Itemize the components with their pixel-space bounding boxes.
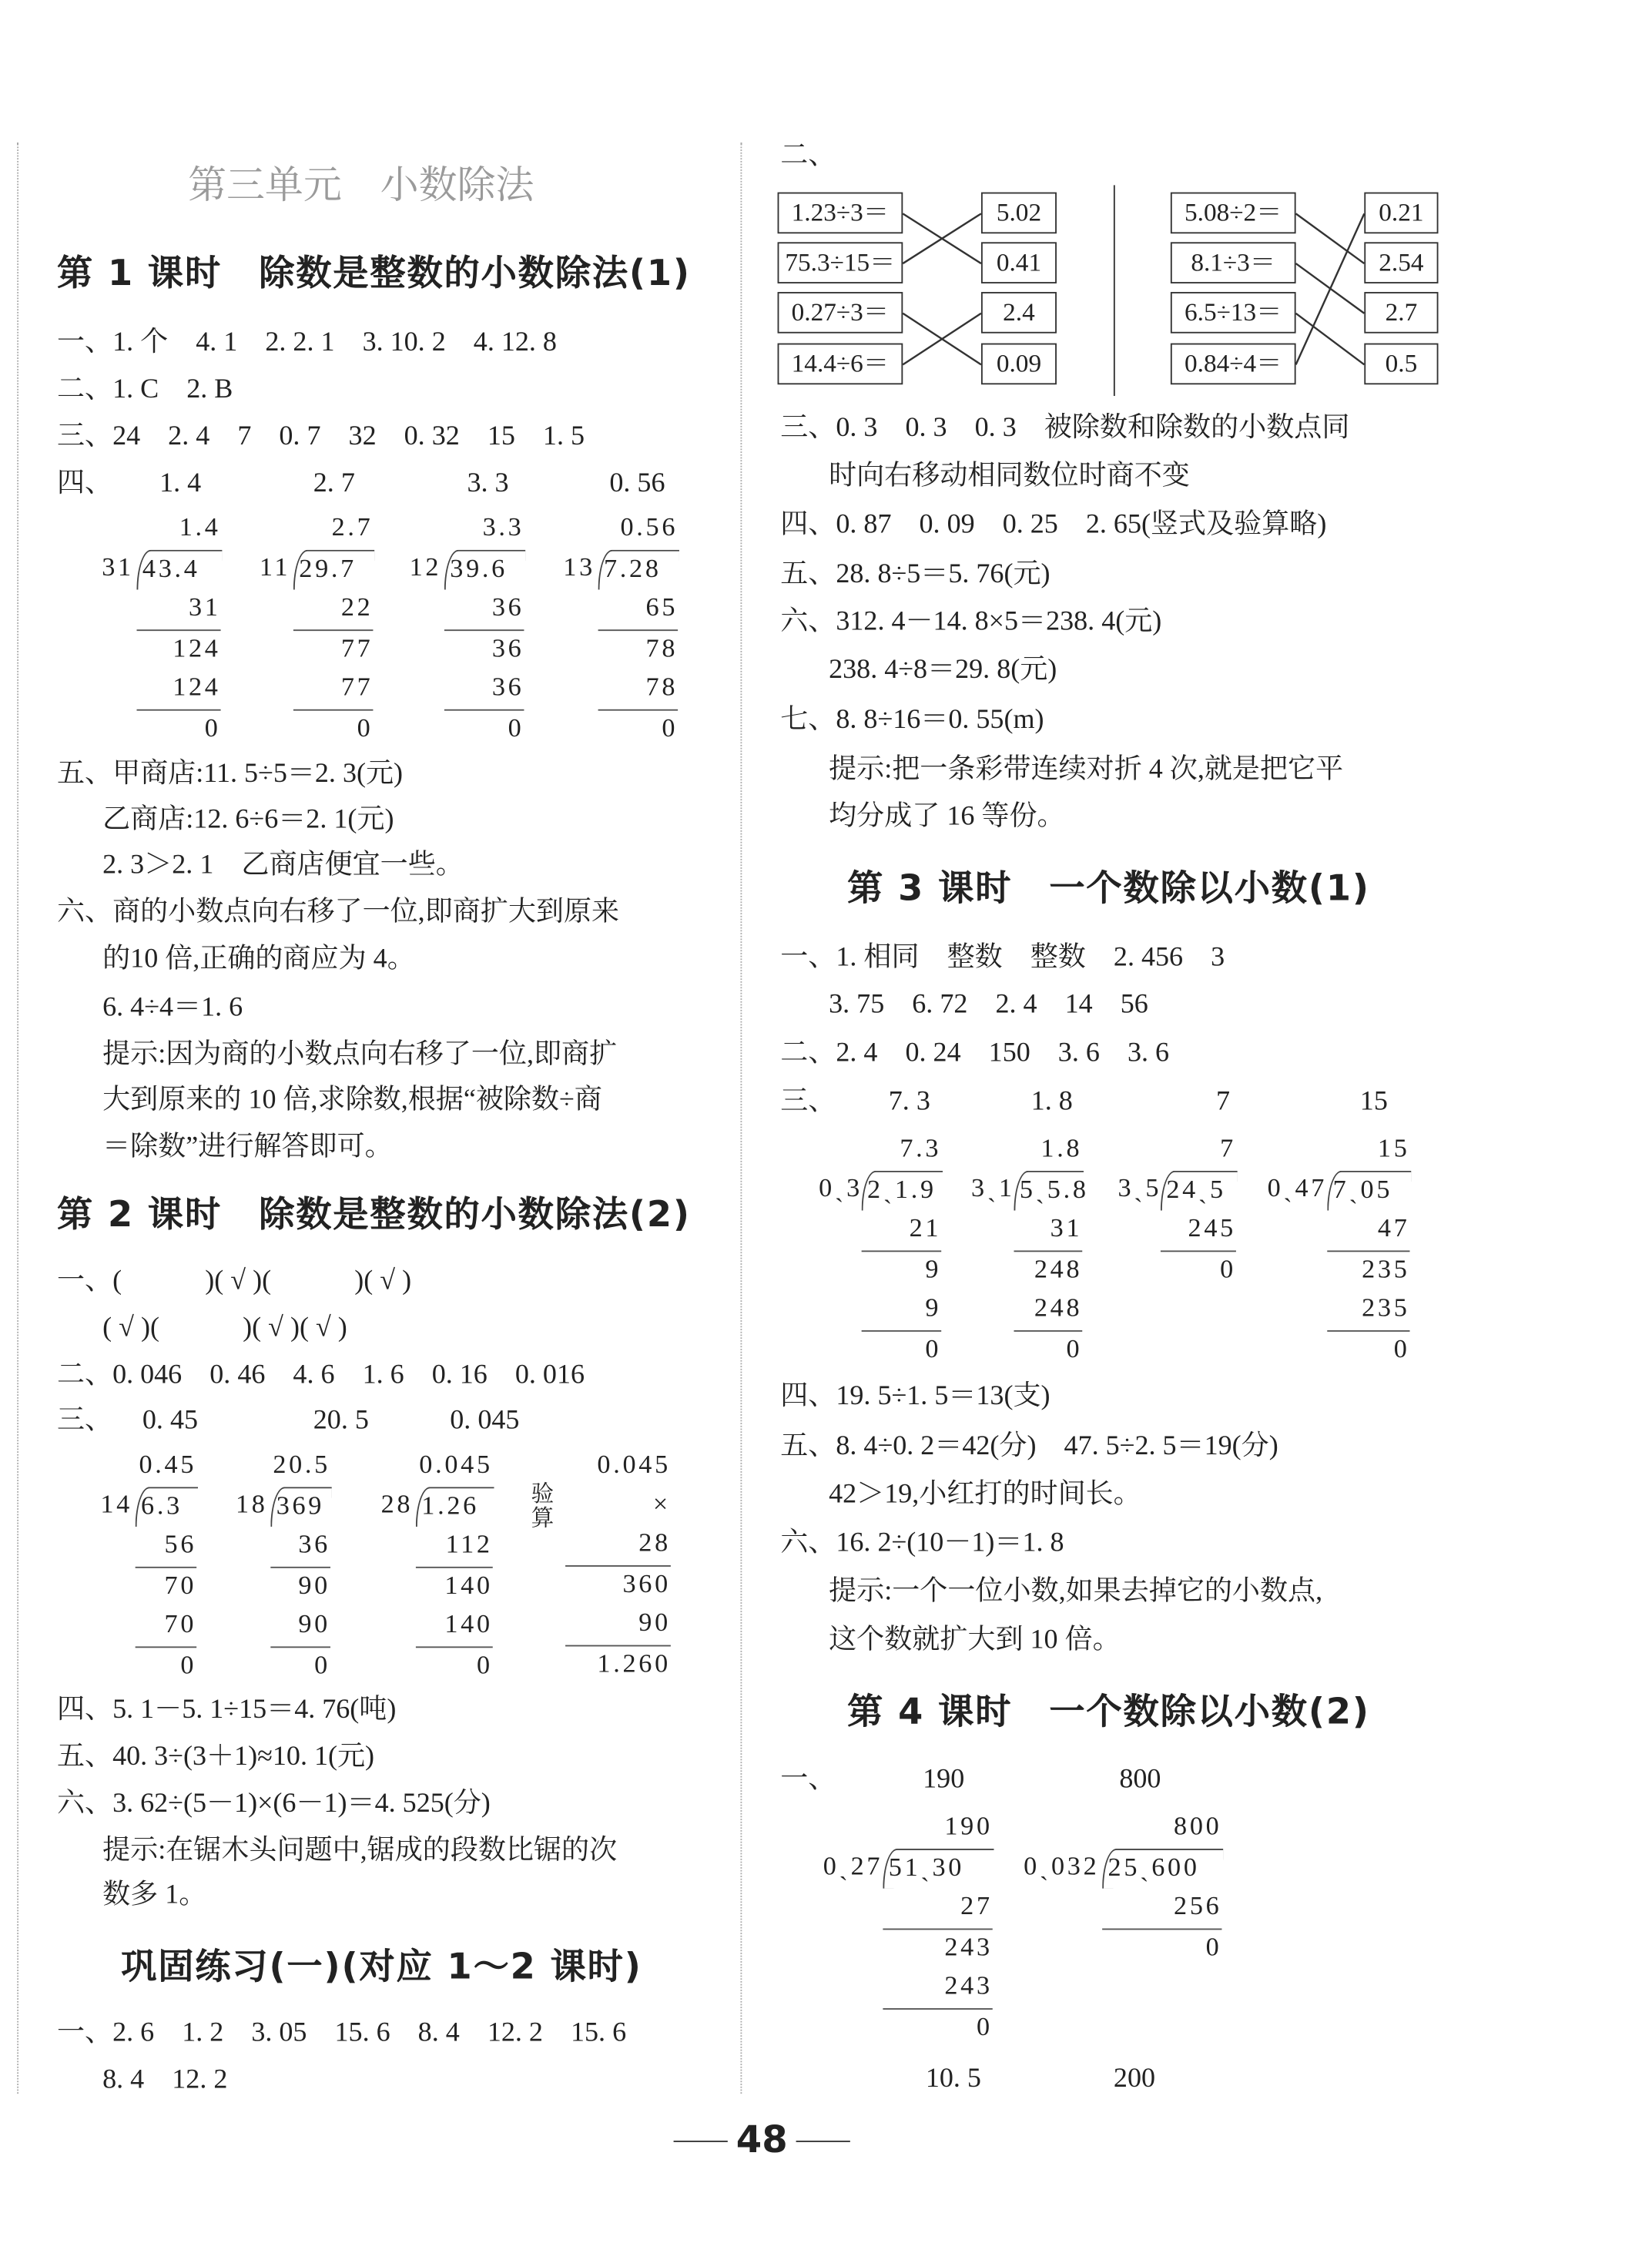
answer-line: 五、甲商店:11. 5÷5＝2. 3(元) bbox=[56, 759, 404, 790]
division-step: 0 bbox=[204, 714, 221, 743]
division-step: 0 bbox=[662, 714, 679, 743]
answer-line: 三、24 2. 4 7 0. 7 32 0. 32 15 1. 5 bbox=[56, 421, 585, 452]
answer-value: 7 bbox=[1216, 1086, 1231, 1117]
answer-line: 四、19. 5÷1. 5＝13(支) bbox=[780, 1381, 1051, 1412]
division-step: 140 bbox=[444, 1571, 493, 1601]
division-step: 0 bbox=[1066, 1335, 1083, 1364]
division-line bbox=[552, 549, 679, 590]
answer-line: 五、40. 3÷(3＋1)≈10. 1(元) bbox=[56, 1742, 375, 1772]
long-division bbox=[823, 1809, 994, 2048]
division-quotient: 7.3 bbox=[900, 1135, 942, 1164]
answer-line: 238. 4÷8＝29. 8(元) bbox=[829, 655, 1057, 686]
long-division bbox=[1023, 1809, 1224, 1968]
hint-line: 这个数就扩大到 10 倍。 bbox=[829, 1625, 1121, 1655]
answer-line: 3. 75 6. 72 2. 4 14 56 bbox=[829, 990, 1148, 1020]
result-box: 2.4 bbox=[981, 292, 1057, 334]
answer-line: 一、2. 6 1. 2 3. 05 15. 6 8. 4 12. 2 15. 6 bbox=[56, 2018, 627, 2048]
division-step: 243 bbox=[883, 1968, 992, 2009]
division-line bbox=[91, 549, 222, 590]
answer-line: 的10 倍,正确的商应为 4。 bbox=[102, 944, 415, 974]
lesson4-heading: 第 4 课时 一个数除以小数(2) bbox=[847, 1690, 1370, 1732]
lesson1-heading: 第 1 课时 除数是整数的小数除法(1) bbox=[56, 252, 691, 293]
division-divisor: 14 bbox=[100, 1490, 132, 1519]
match-line bbox=[1296, 213, 1365, 364]
answer-line: 6. 4÷4＝1. 6 bbox=[102, 992, 243, 1023]
result-box: 0.21 bbox=[1364, 193, 1438, 234]
division-line bbox=[819, 1170, 943, 1211]
answer-line: 六、312. 4－14. 8×5＝238. 4(元) bbox=[780, 606, 1162, 637]
division-step: 0 bbox=[976, 2013, 993, 2042]
division-step: 256 bbox=[1102, 1889, 1221, 1930]
answer-line: 六、3. 62÷(5－1)×(6－1)＝4. 525(分) bbox=[56, 1789, 491, 1819]
section-label: 二、 bbox=[780, 141, 836, 171]
division-quotient: 190 bbox=[944, 1812, 993, 1842]
division-step: 77 bbox=[340, 634, 374, 663]
division-dividend: 369 bbox=[270, 1486, 332, 1527]
division-step: 9 bbox=[862, 1290, 942, 1331]
division-step: 70 bbox=[164, 1571, 197, 1601]
division-step: 140 bbox=[416, 1607, 493, 1648]
answer-line: ( √ )( )( √ )( √ ) bbox=[102, 1313, 347, 1343]
division-line bbox=[1118, 1170, 1237, 1211]
long-division bbox=[373, 1447, 494, 1687]
division-step: 112 bbox=[416, 1527, 493, 1568]
division-divisor: 0ˎ3 bbox=[819, 1174, 863, 1203]
answer-line: 四、5. 1－5. 1÷15＝4. 76(吨) bbox=[56, 1695, 397, 1725]
division-step: 65 bbox=[598, 589, 679, 630]
division-step: 36 bbox=[444, 589, 524, 630]
answer-value: 7. 3 bbox=[888, 1086, 930, 1117]
division-step: 235 bbox=[1362, 1255, 1410, 1284]
division-line bbox=[373, 1486, 494, 1527]
answer-line: 三、0. 3 0. 3 0. 3 被除数和除数的小数点同 bbox=[780, 413, 1350, 444]
result-box: 0.09 bbox=[981, 344, 1057, 385]
answer-line: 六、16. 2÷(10－1)＝1. 8 bbox=[780, 1527, 1064, 1558]
division-quotient: 0.56 bbox=[620, 514, 679, 543]
answer-line: 一、 bbox=[780, 1764, 836, 1795]
division-line bbox=[823, 1848, 994, 1889]
division-step: 70 bbox=[136, 1607, 197, 1648]
division-step: 248 bbox=[1014, 1290, 1082, 1331]
result-box: 0.41 bbox=[981, 242, 1057, 283]
hint-line: 均分成了 16 等份。 bbox=[829, 801, 1065, 832]
lesson3-heading: 第 3 课时 一个数除以小数(1) bbox=[847, 867, 1370, 909]
answer-line: 三、 bbox=[56, 1405, 113, 1436]
division-divisor: 0ˎ032 bbox=[1024, 1852, 1100, 1881]
division-step: 0 bbox=[1205, 1933, 1222, 1962]
division-step: 9 bbox=[925, 1255, 942, 1284]
division-step: 0 bbox=[476, 1651, 493, 1680]
division-dividend: 1.26 bbox=[416, 1486, 494, 1527]
division-step: 0 bbox=[314, 1651, 330, 1680]
answer-line: 五、8. 4÷0. 2＝42(分) 47. 5÷2. 5＝19(分) bbox=[780, 1431, 1278, 1462]
division-step: 21 bbox=[862, 1211, 942, 1252]
division-step: 78 bbox=[645, 634, 679, 663]
division-step: 78 bbox=[598, 669, 679, 710]
answer-line: 三、 bbox=[780, 1086, 836, 1117]
unit-title: 第三单元 小数除法 bbox=[188, 163, 534, 208]
division-quotient: 1.8 bbox=[1040, 1135, 1083, 1164]
answer-line: 时向右移动相同数位时商不变 bbox=[829, 461, 1190, 491]
division-divisor: 28 bbox=[380, 1490, 414, 1519]
division-dividend: 7.28 bbox=[598, 549, 679, 590]
check-row: 90 bbox=[565, 1605, 671, 1646]
division-line bbox=[971, 1170, 1089, 1211]
result-box: 5.02 bbox=[981, 193, 1057, 234]
answer-value: 0. 045 bbox=[450, 1405, 520, 1436]
long-division bbox=[819, 1131, 943, 1370]
result-box: 2.7 bbox=[1364, 292, 1438, 334]
expression-box: 75.3÷15＝ bbox=[778, 242, 903, 283]
division-step: 0 bbox=[357, 714, 374, 743]
division-quotient: 800 bbox=[1174, 1812, 1222, 1842]
division-step: 47 bbox=[1327, 1211, 1409, 1252]
division-divisor: 18 bbox=[236, 1490, 268, 1519]
matching-lines bbox=[0, 0, 1652, 428]
match-line bbox=[1296, 314, 1365, 365]
answer-value: 3. 3 bbox=[467, 468, 509, 499]
long-division bbox=[552, 510, 679, 749]
division-step: 27 bbox=[883, 1889, 992, 1930]
expression-box: 5.08÷2＝ bbox=[1171, 193, 1296, 234]
expression-box: 6.5÷13＝ bbox=[1171, 292, 1296, 334]
division-step: 36 bbox=[444, 669, 524, 710]
division-step: 90 bbox=[270, 1607, 330, 1648]
left-dotted-border bbox=[17, 143, 18, 2094]
hint-line: 大到原来的 10 倍,求除数,根据“被除数÷商 bbox=[102, 1085, 602, 1115]
division-step: 124 bbox=[173, 634, 221, 663]
review1-heading: 巩固练习(一)(对应 1～2 课时) bbox=[121, 1945, 642, 1987]
division-dividend: 51ˎ30 bbox=[883, 1848, 994, 1889]
division-dividend: 5ˎ5.8 bbox=[1014, 1170, 1084, 1211]
answer-line: 2. 3＞2. 1 乙商店便宜一些。 bbox=[102, 850, 464, 880]
division-step: 90 bbox=[298, 1571, 330, 1601]
division-line bbox=[1268, 1170, 1412, 1211]
division-quotient: 3.3 bbox=[482, 514, 524, 543]
answer-line: 一、1. 相同 整数 整数 2. 456 3 bbox=[780, 943, 1225, 973]
answer-line: 42＞19,小红打的时间长。 bbox=[829, 1480, 1141, 1510]
division-quotient: 0.45 bbox=[139, 1451, 197, 1480]
check-row: 1.260 bbox=[597, 1650, 671, 1679]
division-step: 0 bbox=[180, 1651, 197, 1680]
multiplication-check bbox=[565, 1447, 729, 1685]
division-divisor: 31 bbox=[102, 553, 134, 582]
division-step: 235 bbox=[1327, 1290, 1409, 1331]
page-number-text: 48 bbox=[736, 2119, 788, 2162]
division-quotient: 20.5 bbox=[273, 1451, 330, 1480]
answer-line: 一、( )( √ )( )( √ ) bbox=[56, 1266, 412, 1296]
answer-line: 二、1. C 2. B bbox=[56, 374, 233, 405]
long-division bbox=[92, 1447, 198, 1687]
hint-line: ＝除数”进行解答即可。 bbox=[102, 1132, 393, 1162]
answer-line: 四、 bbox=[56, 468, 113, 499]
division-dividend: 7ˎ05 bbox=[1327, 1170, 1411, 1211]
check-row: 0.045 bbox=[597, 1451, 671, 1480]
answer-value: 20. 5 bbox=[313, 1405, 369, 1436]
check-row: × 28 bbox=[565, 1486, 671, 1566]
division-step: 31 bbox=[137, 589, 221, 630]
division-dividend: 25ˎ600 bbox=[1102, 1848, 1223, 1889]
check-row: 360 bbox=[622, 1570, 671, 1599]
page-number bbox=[655, 2119, 869, 2161]
expression-box: 0.27÷3＝ bbox=[778, 292, 903, 334]
division-line bbox=[399, 549, 526, 590]
division-line bbox=[92, 1486, 198, 1527]
division-dividend: 29.7 bbox=[293, 549, 374, 590]
division-dividend: 6.3 bbox=[136, 1486, 198, 1527]
long-division bbox=[228, 1447, 332, 1687]
division-step: 243 bbox=[944, 1933, 993, 1962]
answer-line: 乙商店:12. 6÷6＝2. 1(元) bbox=[102, 804, 394, 835]
long-division bbox=[971, 1131, 1089, 1370]
answer-line: 8. 4 12. 2 bbox=[102, 2065, 228, 2095]
answer-value: 1. 8 bbox=[1030, 1086, 1073, 1117]
division-line bbox=[1023, 1848, 1224, 1889]
answer-line: 二、0. 046 0. 46 4. 6 1. 6 0. 16 0. 016 bbox=[56, 1360, 585, 1390]
division-quotient: 7 bbox=[1220, 1135, 1236, 1164]
division-divisor: 13 bbox=[563, 553, 595, 582]
division-step: 0 bbox=[925, 1335, 942, 1364]
answer-line: 一、1. 个 4. 1 2. 2. 1 3. 10. 2 4. 12. 8 bbox=[56, 327, 557, 358]
lesson2-heading: 第 2 课时 除数是整数的小数除法(2) bbox=[56, 1193, 691, 1236]
division-divisor: 11 bbox=[259, 553, 291, 582]
answer-value: 0. 45 bbox=[142, 1405, 199, 1436]
answer-value: 200 bbox=[1113, 2064, 1156, 2094]
division-divisor: 0ˎ47 bbox=[1267, 1174, 1328, 1203]
hint-line: 提示:把一条彩带连续对折 4 次,就是把它平 bbox=[829, 754, 1344, 785]
division-step: 56 bbox=[136, 1527, 197, 1568]
result-box: 0.5 bbox=[1364, 344, 1438, 385]
answer-line: 七、8. 8÷16＝0. 55(m) bbox=[780, 705, 1044, 736]
division-dividend: 39.6 bbox=[444, 549, 525, 590]
result-box: 2.54 bbox=[1364, 242, 1438, 283]
long-division bbox=[399, 510, 526, 749]
long-division bbox=[1118, 1131, 1237, 1290]
division-line bbox=[248, 549, 375, 590]
answer-value: 15 bbox=[1359, 1086, 1388, 1117]
division-dividend: 24ˎ5 bbox=[1161, 1170, 1238, 1211]
answer-value: 2. 7 bbox=[313, 468, 355, 499]
answer-value: 190 bbox=[923, 1764, 965, 1795]
expression-box: 14.4÷6＝ bbox=[778, 344, 903, 385]
column-dotted-divider bbox=[740, 143, 742, 2094]
division-quotient: 15 bbox=[1377, 1135, 1410, 1164]
answer-value: 1. 4 bbox=[159, 468, 202, 499]
answer-value: 10. 5 bbox=[925, 2064, 981, 2094]
answer-line: 五、28. 8÷5＝5. 76(元) bbox=[780, 559, 1051, 590]
division-dividend: 2ˎ1.9 bbox=[862, 1170, 943, 1211]
answer-value: 800 bbox=[1119, 1764, 1161, 1795]
hint-line: 提示:因为商的小数点向右移了一位,即商扩 bbox=[102, 1039, 618, 1070]
match-line bbox=[1296, 213, 1365, 263]
hint-line: 数多 1。 bbox=[102, 1879, 207, 1910]
answer-line: 六、商的小数点向右移了一位,即商扩大到原来 bbox=[56, 897, 620, 927]
division-line bbox=[228, 1486, 332, 1527]
long-division bbox=[91, 510, 222, 749]
expression-box: 1.23÷3＝ bbox=[778, 193, 903, 234]
division-step: 248 bbox=[1034, 1255, 1083, 1284]
division-divisor: 12 bbox=[409, 553, 442, 582]
division-step: 31 bbox=[1014, 1211, 1082, 1252]
division-step: 77 bbox=[293, 669, 374, 710]
division-step: 245 bbox=[1161, 1211, 1236, 1252]
division-step: 0 bbox=[1220, 1255, 1236, 1284]
division-step: 36 bbox=[491, 634, 524, 663]
long-division bbox=[1268, 1131, 1412, 1370]
expression-box: 8.1÷3＝ bbox=[1171, 242, 1296, 283]
answer-value: 0. 56 bbox=[609, 468, 665, 499]
expression-box: 0.84÷4＝ bbox=[1171, 344, 1296, 385]
division-divisor: 0ˎ27 bbox=[823, 1852, 883, 1881]
answer-line: 四、0. 87 0. 09 0. 25 2. 65(竖式及验算略) bbox=[780, 509, 1327, 540]
division-step: 124 bbox=[137, 669, 221, 710]
division-dividend: 43.4 bbox=[137, 549, 223, 590]
division-divisor: 3ˎ5 bbox=[1118, 1174, 1162, 1203]
division-quotient: 2.7 bbox=[331, 514, 374, 543]
division-step: 0 bbox=[508, 714, 524, 743]
division-quotient: 1.4 bbox=[179, 514, 221, 543]
division-step: 22 bbox=[293, 589, 374, 630]
check-label: 验算 bbox=[531, 1480, 555, 1531]
hint-line: 提示:一个一位小数,如果去掉它的小数点, bbox=[829, 1576, 1323, 1607]
division-step: 0 bbox=[1393, 1335, 1410, 1364]
hint-line: 提示:在锯木头问题中,锯成的段数比锯的次 bbox=[102, 1836, 618, 1866]
answer-line: 二、2. 4 0. 24 150 3. 6 3. 6 bbox=[780, 1038, 1170, 1068]
division-quotient: 0.045 bbox=[419, 1451, 493, 1480]
long-division bbox=[248, 510, 375, 749]
division-divisor: 3ˎ1 bbox=[971, 1174, 1015, 1203]
division-step: 36 bbox=[270, 1527, 330, 1568]
